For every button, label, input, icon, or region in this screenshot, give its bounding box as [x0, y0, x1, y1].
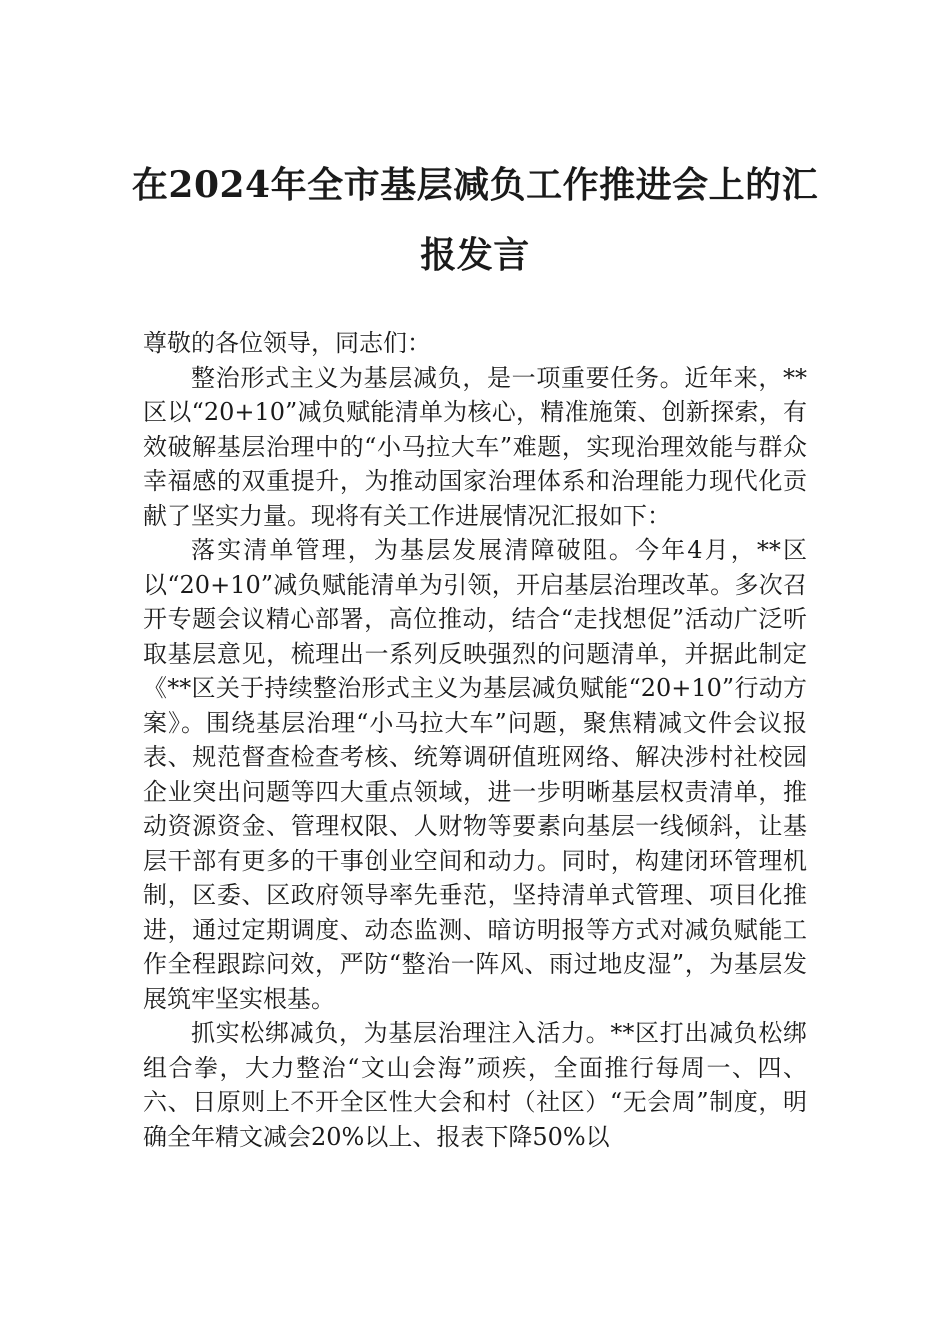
title-line-2: 报发言 — [420, 234, 530, 276]
paragraph-list-management: 落实清单管理，为基层发展清障破阻。今年4月，**区以“20+10”减负赋能清单为引领，开启基层治理改革。多次召开专题会议精心部署，高位推动，结合“走找想促”活动广泛听取基层意见，梳理出一系列反映强烈的问题清单，并据此制定《**区关于持续整治形式主义为基层减负赋能“20+10”行动方案》。围绕基层治理“小马拉大车”问题，聚焦精减文件会议报表、规范督查检查考核、统筹调研值班网络、解决涉村社校园企业突出问题等四大重点领域，进一步明晰基层权责清单，推动资源资金、管理权限、人财物等要素向基层一线倾斜，让基层干部有更多的干事创业空间和动力。同时，构建闭环管理机制，区委、区政府领导率先垂范，坚持清单式管理、项目化推进，通过定期调度、动态监测、暗访明报等方式对减负赋能工作全程跟踪问效，严防“整治一阵风、雨过地皮湿”，为基层发展筑牢坚实根基。 — [143, 536, 807, 1013]
salutation: 尊敬的各位领导，同志们： — [143, 329, 431, 357]
title-line-1: 在2024年全市基层减负工作推进会上的汇 — [131, 164, 819, 206]
paragraph-intro: 整治形式主义为基层减负，是一项重要任务。近年来，**区以“20+10”减负赋能清单为核心，精准施策、创新探索，有效破解基层治理中的“小马拉大车”难题，实现治理效能与群众幸福感的双重提升，为推动国家治理体系和治理能力现代化贡献了坚实力量。现将有关工作进展情况汇报如下： — [143, 363, 807, 530]
document-title — [120, 150, 830, 290]
document-body — [143, 326, 807, 1154]
paragraph-burden-reduction: 抓实松绑减负，为基层治理注入活力。**区打出减负松绑组合拳，大力整治“文山会海”顽疾，全面推行每周一、四、六、日原则上不开全区性大会和村（社区）“无会周”制度，明确全年精文减会20%以上、报表下降50%以 — [143, 1019, 807, 1151]
